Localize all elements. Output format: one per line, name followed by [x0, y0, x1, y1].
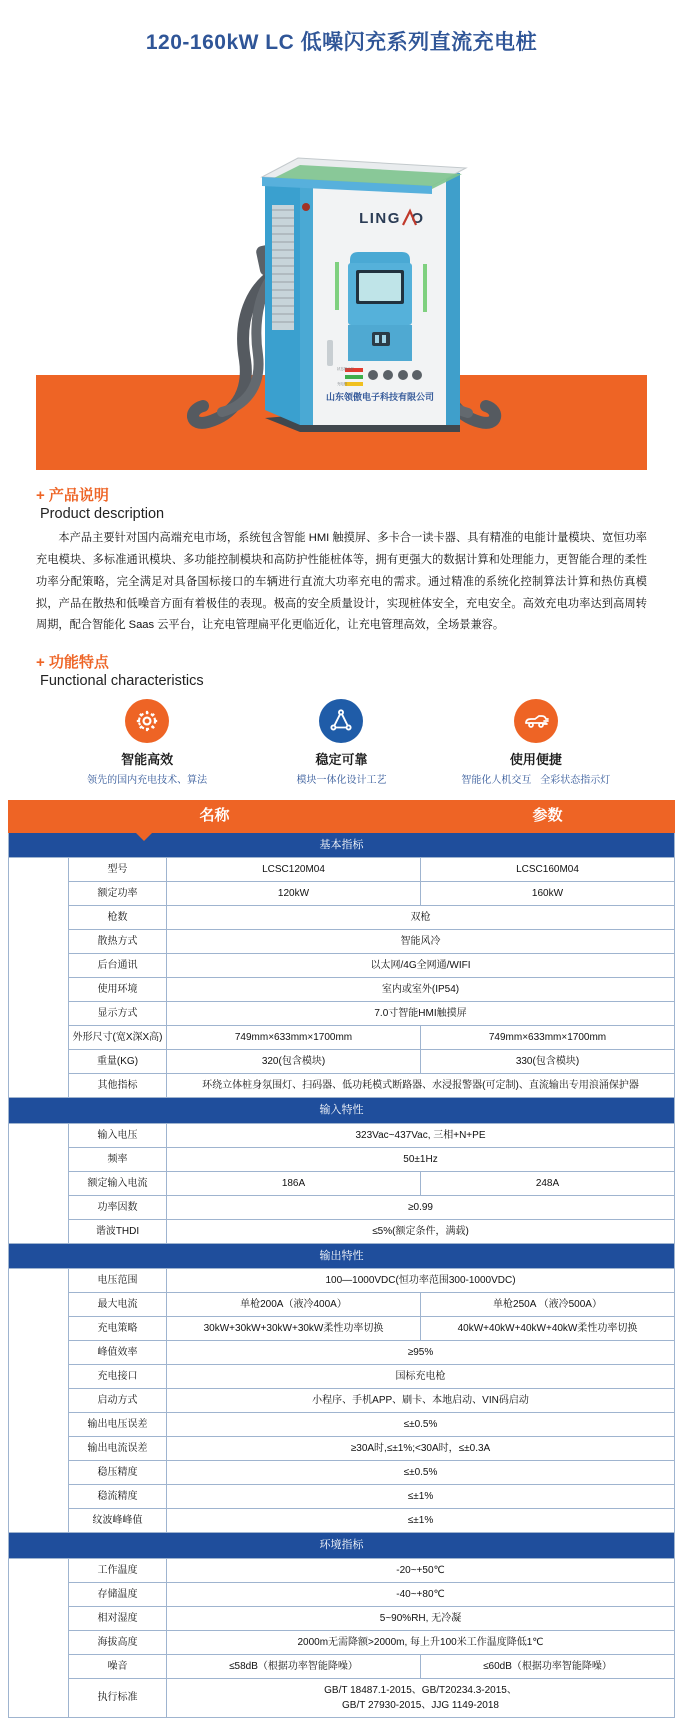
spec-row	[9, 1630, 675, 1654]
spec-value-shared: 国标充电枪	[167, 1365, 675, 1389]
spec-value-120kw: 单枪200A（液冷400A）	[167, 1293, 421, 1317]
functional-characteristics-heading-cn: + 功能特点	[36, 654, 109, 672]
spec-row	[9, 1606, 675, 1630]
spec-row-label: 纹波峰峰值	[69, 1509, 167, 1533]
product-description-body: 本产品主要针对国内高端充电市场，系统包含智能 HMI 触摸屏、多卡合一读卡器、具有精准的电能计量模块、宽恒功率充电模块、多标准通讯模块、多功能控制模块和高防护性能桩体等，拥有更强大的数据计算和处理能力，更智能合理的柔性功率分配策略，完全满足对具备国标接口的车辆进行直流大功率充电的需求。通过精准的系统化控制算法计算和热仿真模拟，产品在散热和低噪音方面有着极佳的表现。极高的安全质量设计，实现桩体安全，充电安全。高效充电功率达到高周转周期，配合智能化 Saas 云平台，让充电管理扁平化更临近化，让充电管理高效，全场景兼容。	[36, 532, 647, 632]
product-description-section	[0, 484, 683, 637]
spec-row-label: 稳流精度	[69, 1485, 167, 1509]
spec-value-shared: 小程序、手机APP、刷卡、本地启动、VIN码启动	[167, 1389, 675, 1413]
spec-row-label: 型号	[69, 858, 167, 882]
spec-row-gutter	[9, 858, 69, 1098]
spec-row-label: 相对湿度	[69, 1606, 167, 1630]
spec-value-shared: 以太网/4G全网通/WIFI	[167, 954, 675, 978]
spec-value-160kw: 248A	[420, 1171, 674, 1195]
spec-row-label: 充电接口	[69, 1365, 167, 1389]
spec-row	[9, 1582, 675, 1606]
spec-value-shared: ≤±0.5%	[167, 1461, 675, 1485]
feature-title: 稳定可靠	[315, 752, 368, 768]
spec-row-label: 稳压精度	[69, 1461, 167, 1485]
spec-row-label: 频率	[69, 1147, 167, 1171]
spec-table-wrapper	[0, 800, 683, 1718]
svg-text:LING: LING	[359, 210, 401, 227]
functional-characteristics-heading-en: Functional characteristics	[40, 673, 204, 690]
header-arrow-icon	[135, 832, 153, 841]
spec-row-label: 执行标准	[69, 1678, 167, 1717]
spec-value-shared: ≥30A时,≤±1%;<30A时，≤±0.3A	[167, 1437, 675, 1461]
spec-row	[9, 906, 675, 930]
spec-row-label: 显示方式	[69, 1002, 167, 1026]
spec-row-label: 谐波THDI	[69, 1219, 167, 1243]
feature-list	[36, 699, 647, 786]
spec-row	[9, 978, 675, 1002]
spec-row	[9, 1171, 675, 1195]
spec-row	[9, 1147, 675, 1171]
feature-item-easy-to-use	[439, 699, 633, 786]
spec-value-shared: 323Vac~437Vac, 三相+N+PE	[167, 1123, 675, 1147]
product-description-heading-en: Product description	[40, 506, 165, 522]
spec-value-shared: 5~90%RH, 无冷凝	[167, 1606, 675, 1630]
spec-row	[9, 1219, 675, 1243]
spec-row	[9, 1341, 675, 1365]
spec-table-header-row	[9, 801, 675, 833]
spec-row	[9, 1437, 675, 1461]
spec-row-label: 最大电流	[69, 1293, 167, 1317]
spec-value-shared: 室内或室外(IP54)	[167, 978, 675, 1002]
spec-row	[9, 1509, 675, 1533]
feature-title: 智能高效	[121, 752, 174, 768]
spec-row	[9, 1558, 675, 1582]
spec-row	[9, 858, 675, 882]
spec-value-120kw: 120kW	[167, 882, 421, 906]
spec-row	[9, 1654, 675, 1678]
spec-header-name: 名称	[9, 801, 421, 833]
feature-subtitle-part-1: 领先的国内充电技术、算法	[87, 775, 208, 787]
spec-row-label: 使用环境	[69, 978, 167, 1002]
spec-row	[9, 1365, 675, 1389]
spec-row-gutter	[9, 1123, 69, 1243]
compass-triangle-icon	[319, 699, 363, 743]
spec-row	[9, 1678, 675, 1717]
spec-value-160kw: 单枪250A （液冷500A）	[420, 1293, 674, 1317]
spec-value-shared: -40~+80℃	[167, 1582, 675, 1606]
spec-row	[9, 882, 675, 906]
spec-value-shared: 双枪	[167, 906, 675, 930]
spec-value-shared: -20~+50℃	[167, 1558, 675, 1582]
spec-row	[9, 1269, 675, 1293]
spec-value-shared: 2000m无需降额>2000m, 每上升100米工作温度降低1℃	[167, 1630, 675, 1654]
spec-value-160kw: 330(包含模块)	[420, 1050, 674, 1074]
spec-group-label: 环境指标	[9, 1533, 675, 1559]
spec-row-label: 输入电压	[69, 1123, 167, 1147]
spec-row-label: 额定输入电流	[69, 1171, 167, 1195]
spec-value-shared: 100—1000VDC(恒功率范围300-1000VDC)	[167, 1269, 675, 1293]
charging-pile-illustration	[0, 70, 683, 470]
spec-group-row	[9, 1098, 675, 1124]
spec-row	[9, 1123, 675, 1147]
spec-value-shared: ≥0.99	[167, 1195, 675, 1219]
spec-row-label: 后台通讯	[69, 954, 167, 978]
page-title: 120-160kW LC 低噪闪充系列直流充电桩	[145, 31, 538, 54]
spec-row	[9, 1195, 675, 1219]
spec-value-shared: ≤±0.5%	[167, 1413, 675, 1437]
spec-row	[9, 1002, 675, 1026]
spec-row	[9, 1317, 675, 1341]
spec-value-shared: 环绕立体桩身氛围灯、扫码器、低功耗模式断路器、水浸报警器(可定制)、直流输出专用浪涌保护器	[167, 1074, 675, 1098]
spec-row-label: 噪音	[69, 1654, 167, 1678]
spec-row-label: 其他指标	[69, 1074, 167, 1098]
spec-value-160kw: 160kW	[420, 882, 674, 906]
spec-row	[9, 954, 675, 978]
spec-table	[8, 800, 675, 1718]
car-icon	[514, 699, 558, 743]
feature-title: 使用便捷	[509, 752, 562, 768]
functional-characteristics-section	[0, 651, 683, 786]
feature-subtitle	[50, 771, 244, 786]
spec-value-shared: ≥95%	[167, 1341, 675, 1365]
feature-subtitle	[244, 771, 438, 786]
hero-company-text: 山东领傲电子科技有限公司	[325, 392, 435, 402]
spec-row	[9, 1293, 675, 1317]
spec-row	[9, 1050, 675, 1074]
svg-text:充电桩: 充电桩	[337, 382, 348, 386]
feature-item-stable-reliable	[244, 699, 438, 786]
spec-value-160kw: 40kW+40kW+40kW+40kW柔性功率切换	[420, 1317, 674, 1341]
feature-item-smart-efficient	[50, 699, 244, 786]
feature-subtitle-part-1: 模块一体化设计工艺	[296, 775, 387, 787]
spec-value-160kw: 749mm×633mm×1700mm	[420, 1026, 674, 1050]
spec-value-shared: 50±1Hz	[167, 1147, 675, 1171]
spec-row-label: 额定功率	[69, 882, 167, 906]
gear-icon	[125, 699, 169, 743]
spec-row-label: 电压范围	[69, 1269, 167, 1293]
spec-value-120kw: 186A	[167, 1171, 421, 1195]
hero-product-image	[0, 70, 683, 470]
spec-row-label: 充电策略	[69, 1317, 167, 1341]
spec-value-120kw: 320(包含模块)	[167, 1050, 421, 1074]
spec-value-120kw: ≤58dB（根据功率智能降噪）	[167, 1654, 421, 1678]
feature-subtitle-part-1: 智能化人机交互	[461, 775, 532, 787]
spec-row-label: 重量(KG)	[69, 1050, 167, 1074]
spec-row-label: 输出电流误差	[69, 1437, 167, 1461]
spec-row-label: 海拔高度	[69, 1630, 167, 1654]
spec-row-label: 散热方式	[69, 930, 167, 954]
product-description-heading-cn: + 产品说明	[36, 487, 109, 504]
feature-subtitle-part-2: 全彩状态指示灯	[540, 775, 611, 787]
spec-row-label: 功率因数	[69, 1195, 167, 1219]
spec-group-row	[9, 832, 675, 858]
spec-row	[9, 1389, 675, 1413]
spec-group-label: 输入特性	[9, 1098, 675, 1124]
spec-row	[9, 1485, 675, 1509]
spec-group-row	[9, 1243, 675, 1269]
spec-row	[9, 1413, 675, 1437]
spec-row-label: 启动方式	[69, 1389, 167, 1413]
spec-row-gutter	[9, 1558, 69, 1717]
spec-group-row	[9, 1533, 675, 1559]
spec-group-label: 输出特性	[9, 1243, 675, 1269]
spec-value-120kw: 749mm×633mm×1700mm	[167, 1026, 421, 1050]
spec-row-label: 外形尺寸(宽X深X高)	[69, 1026, 167, 1050]
svg-text:状态指示灯: 状态指示灯	[337, 367, 354, 371]
spec-header-param: 参数	[420, 801, 674, 833]
spec-row-label: 工作温度	[69, 1558, 167, 1582]
spec-row	[9, 1461, 675, 1485]
spec-row-label: 存储温度	[69, 1582, 167, 1606]
spec-value-shared: ≤5%(额定条件，满载)	[167, 1219, 675, 1243]
spec-value-160kw: LCSC160M04	[420, 858, 674, 882]
spec-row-gutter	[9, 1269, 69, 1533]
spec-value-120kw: 30kW+30kW+30kW+30kW柔性功率切换	[167, 1317, 421, 1341]
spec-value-shared: 智能风冷	[167, 930, 675, 954]
spec-row-label: 峰值效率	[69, 1341, 167, 1365]
feature-subtitle	[439, 771, 633, 786]
spec-group-label: 基本指标	[9, 832, 675, 858]
spec-value-shared: ≤±1%	[167, 1509, 675, 1533]
spec-value-120kw: LCSC120M04	[167, 858, 421, 882]
spec-value-160kw: ≤60dB（根据功率智能降噪）	[420, 1654, 674, 1678]
spec-row	[9, 1074, 675, 1098]
spec-value-shared: GB/T 18487.1-2015、GB/T20234.3-2015、 GB/T 27930-2015、JJG 1149-2018	[167, 1678, 675, 1717]
spec-row-label: 枪数	[69, 906, 167, 930]
spec-value-shared: 7.0寸智能HMI触摸屏	[167, 1002, 675, 1026]
spec-row	[9, 1026, 675, 1050]
spec-value-shared: ≤±1%	[167, 1485, 675, 1509]
svg-text:O: O	[411, 210, 425, 227]
spec-row	[9, 930, 675, 954]
spec-row-label: 输出电压误差	[69, 1413, 167, 1437]
